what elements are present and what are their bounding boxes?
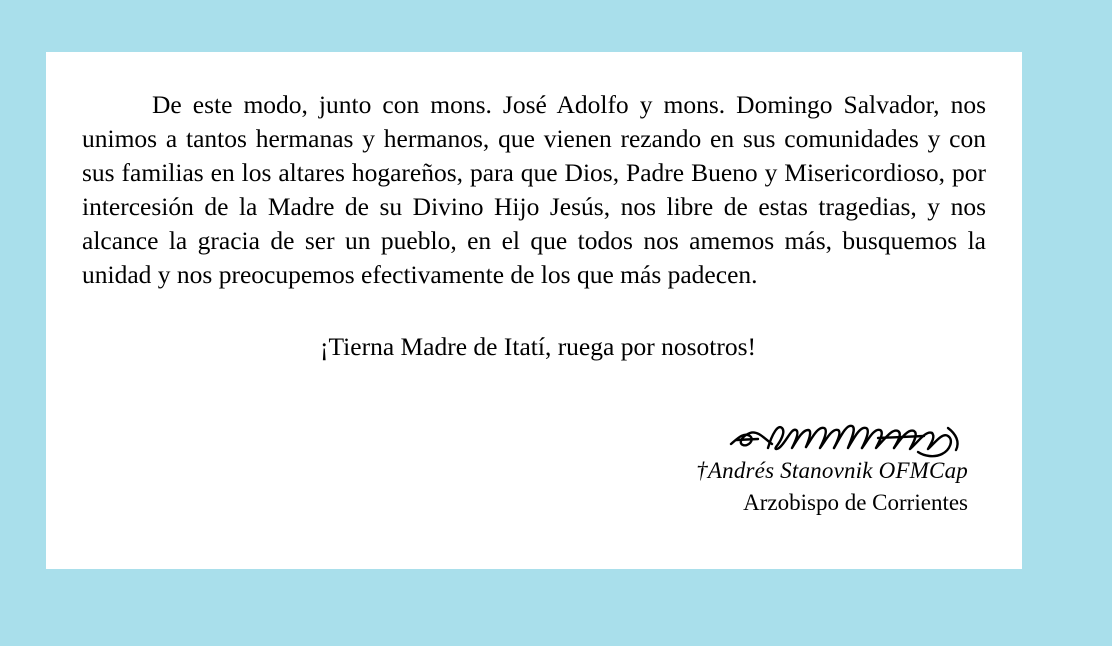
- signature-name: †Andrés Stanovnik OFMCap: [696, 458, 968, 483]
- prayer-invocation: ¡Tierna Madre de Itatí, ruega por nosotros!: [320, 332, 756, 361]
- signature-title: Arzobispo de Corrientes: [743, 490, 968, 515]
- signature-block: [82, 414, 986, 518]
- document-sheet: [46, 52, 1022, 569]
- body-paragraph: De este modo, junto con mons. José Adolfo y mons. Domingo Salvador, nos unimos a tantos hermanas y hermanos, que vienen rezando en sus comunidades y con sus familias en los altares hogareños, para que Dios, Padre Bueno y Misericordioso, por intercesión de la Madre de su Divino Hijo Jesús, nos libre de estas tragedias, y nos alcance la gracia de ser un pueblo, en el que todos nos amemos más, busquemos la unidad y nos preocupemos efectivamente de los que más padecen.: [82, 90, 986, 289]
- handwritten-signature-icon: [82, 414, 968, 460]
